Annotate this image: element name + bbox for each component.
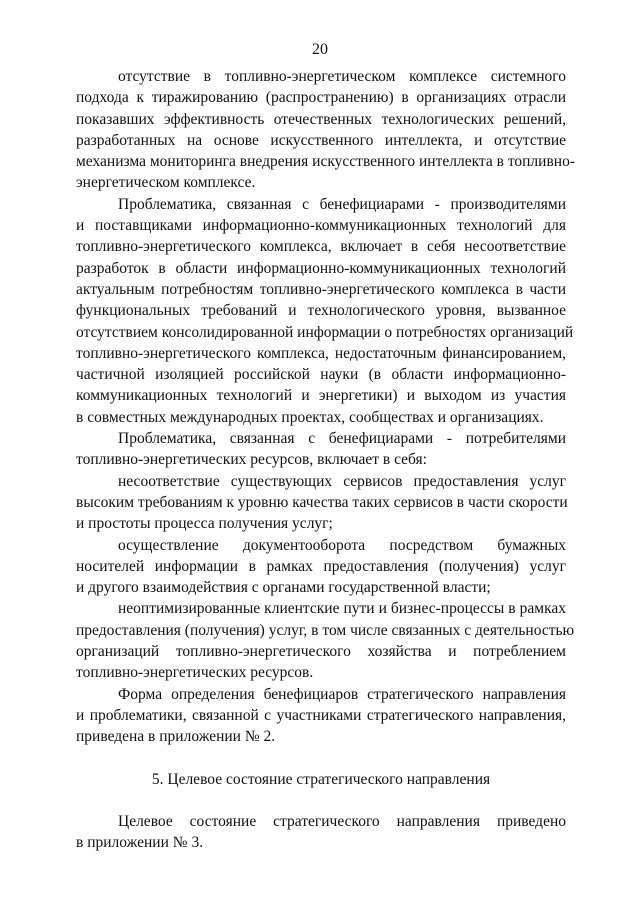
text-line: и простоты процесса получения услуг; [76, 515, 333, 533]
text-line: организаций топливно-энергетического хозяйства и потреблением [76, 643, 566, 661]
text-line: актуальным потребностям топливно-энергетического комплекса в части [76, 280, 566, 298]
paragraph [76, 471, 566, 535]
text-line: частичной изоляцией российской науки (в области информационно- [76, 366, 566, 384]
text-line: топливно-энергетического комплекса, включает в себя несоответствие [76, 238, 566, 256]
text-line: неоптимизированные клиентские пути и бизнес-процессы в рамках [118, 600, 566, 618]
text-line: Форма определения бенефициаров стратегического направления [118, 685, 566, 703]
text-line: разработанных на основе искусственного интеллекта, и отсутствие [76, 131, 566, 149]
document-body [76, 66, 575, 853]
text-line: в совместных международных проектах, сообществах и организациях. [76, 408, 544, 426]
text-line: носителей информации в рамках предоставления (получения) услуг [76, 557, 566, 575]
paragraph [76, 66, 575, 194]
paragraph [76, 598, 575, 683]
text-line: и другого взаимодействия с органами государственной власти; [76, 579, 491, 597]
text-line: высоким требованиям к уровню качества таких сервисов в части скорости [76, 493, 568, 511]
text-line: в приложении № 3. [76, 834, 204, 852]
text-line: Целевое состояние стратегического направления приведено [118, 812, 566, 830]
page-number: 20 [312, 41, 328, 58]
text-line: осуществление документооборота посредством бумажных [118, 536, 566, 554]
paragraph [76, 194, 574, 428]
text-line: Проблематика, связанная с бенефициарами - производителями [118, 195, 566, 213]
text-line: механизма мониторинга внедрения искусственного интеллекта в топливно- [76, 153, 575, 171]
paragraph [76, 811, 566, 854]
text-line: отсутствие в топливно-энергетическом комплексе системного [118, 68, 566, 85]
text-line: топливно-энергетических ресурсов. [76, 664, 314, 682]
text-line: функциональных требований и технологического уровня, вызванное [76, 302, 566, 320]
text-line: и поставщиками информационно-коммуникационных технологий для [76, 217, 566, 235]
text-line: энергетическом комплексе. [76, 174, 256, 192]
text-line: разработок в области информационно-коммуникационных технологий [76, 259, 566, 277]
text-line: показавших эффективность отечественных технологических решений, [76, 110, 566, 128]
text-line: топливно-энергетического комплекса, недостаточным финансированием, [76, 344, 566, 362]
text-line: приведена в приложении № 2. [76, 728, 276, 746]
text-line: несоответствие существующих сервисов предоставления услуг [118, 472, 566, 490]
text-line: отсутствием консолидированной информации о потребностях организаций [76, 323, 574, 341]
paragraphs-container [76, 66, 575, 748]
text-line: подхода к тиражированию (распространению) в организациях отрасли [76, 89, 566, 107]
section-heading: 5. Целевое состояние стратегического направления [151, 770, 491, 788]
text-line: коммуникационных технологий и энергетики) и выходом из участия [76, 387, 566, 405]
final-paragraph [76, 811, 566, 854]
paragraph [76, 535, 566, 599]
text-line: топливно-энергетических ресурсов, включает в себя: [76, 451, 427, 469]
text-line: Проблематика, связанная с бенефициарами - потребителями [118, 430, 566, 448]
text-line: предоставления (получения) услуг, в том числе связанных с деятельностью [76, 621, 575, 639]
paragraph [76, 684, 566, 748]
paragraph [76, 428, 566, 471]
text-line: и проблематики, связанной с участниками стратегического направления, [76, 706, 566, 724]
